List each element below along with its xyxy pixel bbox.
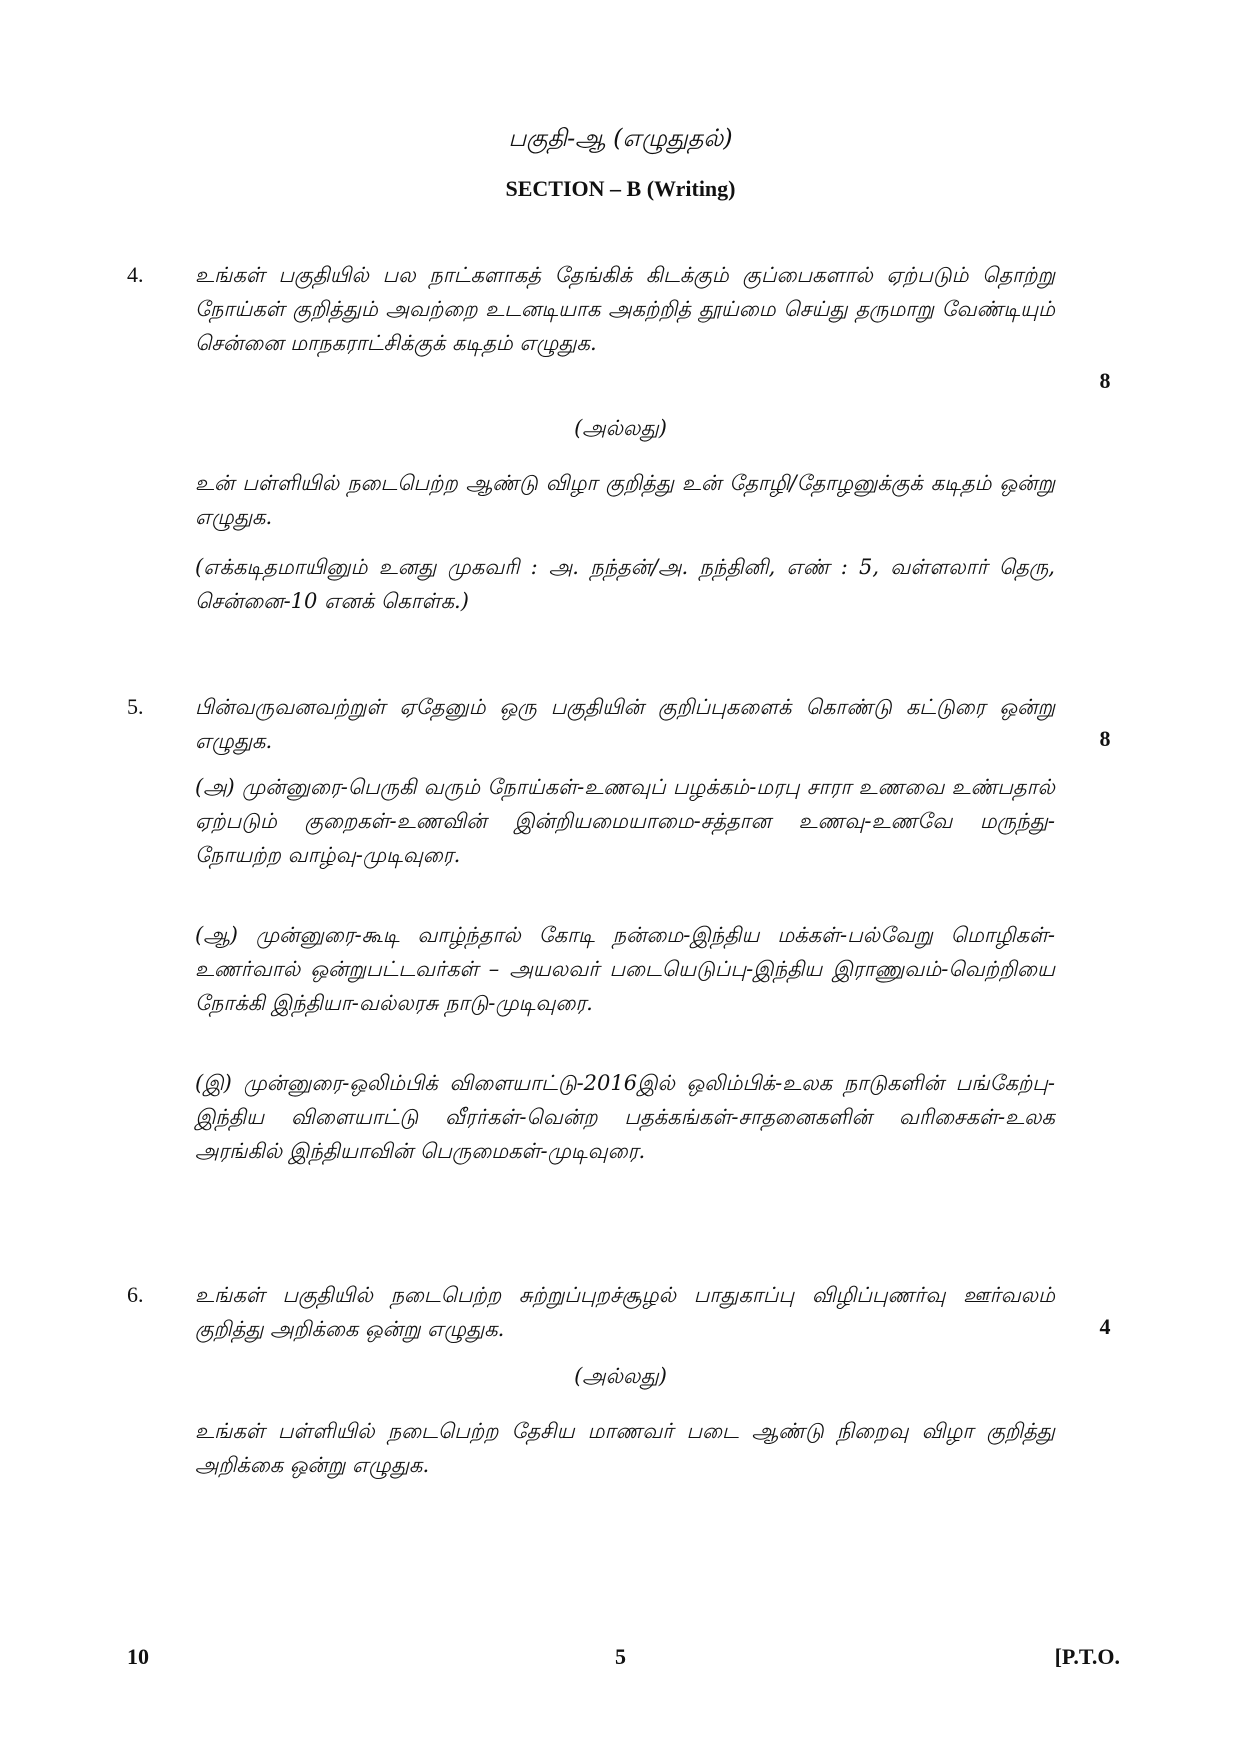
question-6-number: 6. (127, 1282, 144, 1307)
question-5-marks: 8 (1099, 726, 1111, 751)
question-4-alt-text: உன் பள்ளியில் நடைபெற்ற ஆண்டு விழா குறித்து உன் தோழி/தோழனுக்குக் கடிதம் ஒன்று எழுதுக. (195, 471, 1055, 529)
question-4-text: உங்கள் பகுதியில் பல நாட்களாகத் தேங்கிக் கிடக்கும் குப்பைகளால் ஏற்படும் தொற்று நோய்கள் குறித்தும் அவற்றை உடனடியாக அகற்றித் தூய்மை செய்து தருமாறு வேண்டியும் சென்னை மாநகராட்சிக்குக் கடிதம் எழுதுக. (195, 263, 1055, 355)
question-4-or-label: (அல்லது) (574, 416, 667, 440)
question-6-marks: 4 (1099, 1314, 1111, 1339)
question-5-option-a: (அ) முன்னுரை-பெருகி வரும் நோய்கள்-உணவுப் பழக்கம்-மரபு சாரா உணவை உண்பதால் ஏற்படும் குறைகள்-உணவின் இன்றியமையாமை-சத்தான உணவு-உணவே மருந்து-நோயற்ற வாழ்வு-முடிவுரை. (195, 775, 1055, 867)
section-tamil-title: பகுதி-ஆ (எழுதுதல்) (508, 124, 733, 152)
question-4-number: 4. (127, 262, 144, 287)
question-5-option-aa: (ஆ) முன்னுரை-கூடி வாழ்ந்தால் கோடி நன்மை-இந்திய மக்கள்-பல்வேறு மொழிகள்-உணர்வால் ஒன்றுபட்டவர்கள் – அயலவர் படையெடுப்பு-இந்திய இராணுவம்-வெற்றியை நோக்கி இந்தியா-வல்லரசு நாடு-முடிவுரை. (195, 923, 1055, 1015)
footer-page-number: 5 (615, 1644, 626, 1669)
question-6-text: உங்கள் பகுதியில் நடைபெற்ற சுற்றுப்புறச்சூழல் பாதுகாப்பு விழிப்புணர்வு ஊர்வலம் குறித்து அறிக்கை ஒன்று எழுதுக. (195, 1283, 1055, 1341)
footer-pto: [P.T.O. (1054, 1644, 1120, 1669)
question-4-marks: 8 (1099, 368, 1111, 393)
question-6-alt-text: உங்கள் பள்ளியில் நடைபெற்ற தேசிய மாணவர் படை ஆண்டு நிறைவு விழா குறித்து அறிக்கை ஒன்று எழுதுக. (195, 1419, 1055, 1477)
question-5-number: 5. (127, 694, 144, 719)
question-4-note: (எக்கடிதமாயினும் உனது முகவரி : அ. நந்தன்/அ. நந்தினி, எண் : 5, வள்ளலார் தெரு, சென்னை-10 எனக் கொள்க.) (195, 555, 1055, 613)
question-6-or-label: (அல்லது) (574, 1364, 667, 1388)
section-title: SECTION – B (Writing) (505, 176, 736, 201)
question-5-option-i: (இ) முன்னுரை-ஒலிம்பிக் விளையாட்டு-2016இல் ஒலிம்பிக்-உலக நாடுகளின் பங்கேற்பு-இந்திய விளையாட்டு வீரர்கள்-வென்ற பதக்கங்கள்-சாதனைகளின் வரிசைகள்-உலக அரங்கில் இந்தியாவின் பெருமைகள்-முடிவுரை. (195, 1071, 1055, 1163)
footer-code: 10 (127, 1644, 149, 1669)
question-5-text: பின்வருவனவற்றுள் ஏதேனும் ஒரு பகுதியின் குறிப்புகளைக் கொண்டு கட்டுரை ஒன்று எழுதுக. (195, 695, 1055, 753)
